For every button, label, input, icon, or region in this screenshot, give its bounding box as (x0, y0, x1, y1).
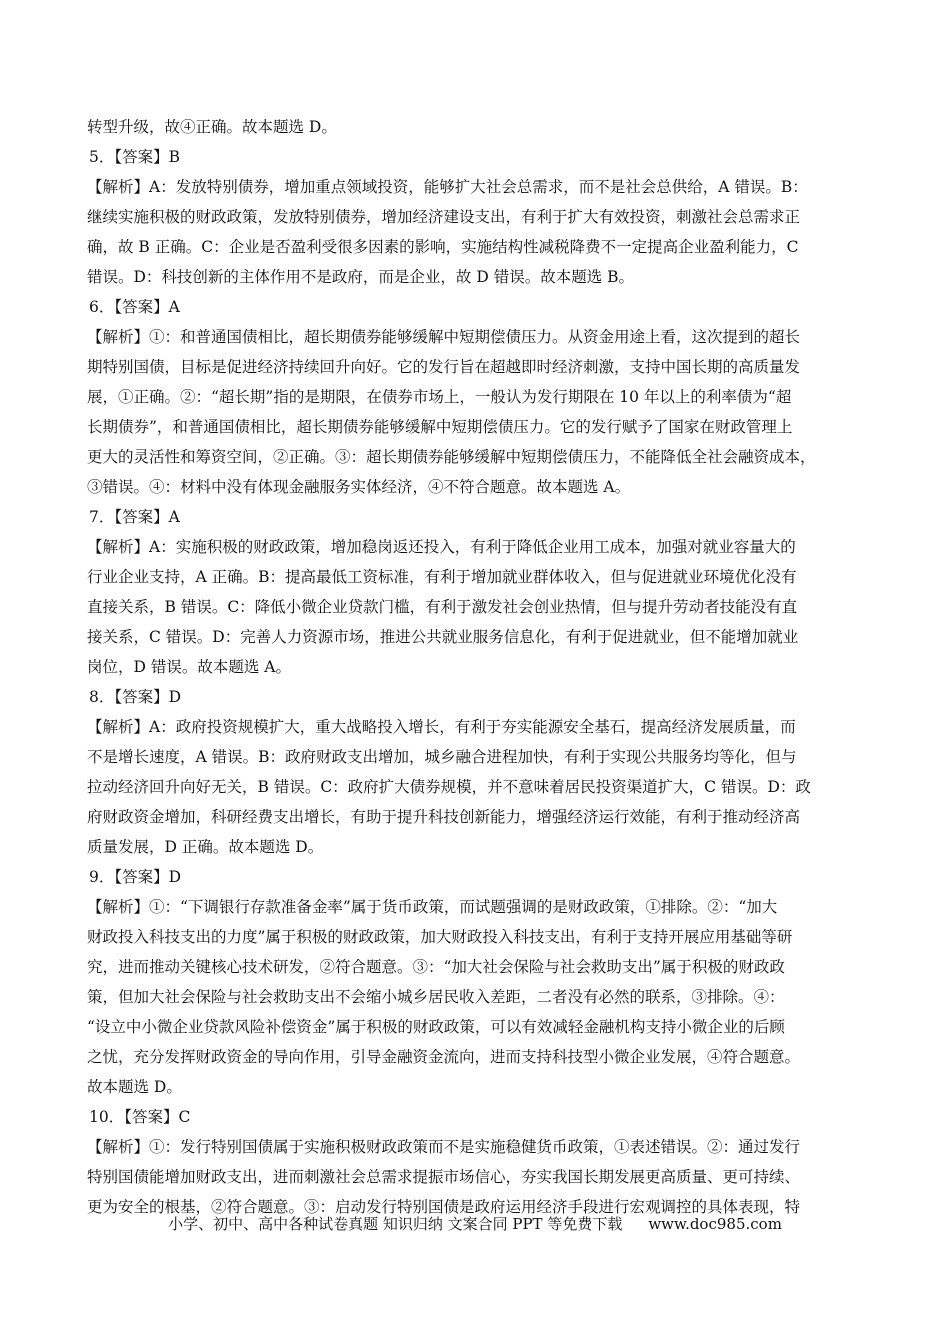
text-line: 财政投入科技支出的力度”属于积极的财政政策，加大财政投入科技支出，有利于支持开展应用基础等研 (87, 928, 793, 946)
text-line: 更大的灵活性和筹资空间，②正确。③：超长期债券能够缓解中短期偿债压力，不能降低全社会融资成本， (87, 448, 816, 466)
answer-line-q6: 6．【答案】A (89, 298, 180, 316)
footer-text: 小学、初中、高中各种试卷真题 知识归纳 文案合同 PPT 等免费下载 (168, 1215, 623, 1233)
text-line: 转型升级，故④正确。故本题选 D。 (87, 118, 337, 136)
text-line: 【解析】①：“下调银行存款准备金率”属于货币政策，而试题强调的是财政政策，①排除。②：“加大 (87, 898, 778, 916)
text-line: 错误。D：科技创新的主体作用不是政府，而是企业，故 D 错误。故本题选 B。 (87, 268, 635, 286)
answer-line-q8: 8．【答案】D (89, 688, 182, 706)
text-line: 策，但加大社会保险与社会救助支出不会缩小城乡居民收入差距，二者没有必然的联系，③排除。④： (87, 988, 785, 1006)
answer-line-q9: 9．【答案】D (89, 868, 182, 886)
text-line: 接关系，C 错误。D：完善人力资源市场，推进公共就业服务信息化，有利于促进就业，但不能增加就业 (87, 628, 799, 646)
text-line: 岗位，D 错误。故本题选 A。 (87, 658, 291, 676)
text-line: 继续实施积极的财政政策，发放特别债券，增加经济建设支出，有利于扩大有效投资，刺激社会总需求正 (87, 208, 801, 226)
text-line: 直接关系，B 错误。C：降低小微企业贷款门槛，有利于激发社会创业热情，但与提升劳动者技能没有直 (87, 598, 798, 616)
text-line: 质量发展，D 正确。故本题选 D。 (87, 838, 324, 856)
text-line: 【解析】A：发放特别债券，增加重点领域投资，能够扩大社会总需求，而不是社会总供给，A 错误。B： (87, 178, 808, 196)
text-line: 之忧，充分发挥财政资金的导向作用，引导金融资金流向，进而支持科技型小微企业发展，④符合题意。 (87, 1048, 801, 1066)
text-line: 长期债券”，和普通国债相比，超长期债券能够缓解中短期偿债压力。它的发行赋予了国家在财政管理上 (87, 418, 793, 436)
text-line: 展，①正确。②：“超长期”指的是期限，在债券市场上，一般认为发行期限在 10 年以上的利率债为“超 (87, 388, 792, 406)
text-line: 不是增长速度，A 错误。B：政府财政支出增加，城乡融合进程加快，有利于实现公共服务均等化，但与 (87, 748, 797, 766)
footer-url[interactable]: www.doc985.com (648, 1215, 782, 1233)
text-line: 期特别国债，目标是促进经济持续回升向好。它的发行旨在超越即时经济刺激，支持中国长期的高质量发 (87, 358, 801, 376)
text-line: 行业企业支持，A 正确。B：提高最低工资标准，有利于增加就业群体收入，但与促进就业环境优化没有 (87, 568, 797, 586)
answer-line-q10: 10．【答案】C (89, 1108, 191, 1126)
text-line: 故本题选 D。 (87, 1078, 182, 1096)
document-body (87, 112, 865, 1222)
text-line: 确，故 B 正确。C：企业是否盈利受很多因素的影响，实施结构性减税降费不一定提高企业盈利能力，C (87, 238, 799, 256)
text-line: 特别国债能增加财政支出，进而刺激社会总需求提振市场信心，夯实我国长期发展更高质量、更可持续、 (87, 1168, 801, 1186)
text-line: 【解析】①：和普通国债相比，超长期债券能够缓解中短期偿债压力。从资金用途上看，这次提到的超长 (87, 328, 801, 346)
text-line: 府财政资金增加，科研经费支出增长，有助于提升科技创新能力，增强经济运行效能，有利于推动经济高 (87, 808, 801, 826)
answer-line-q7: 7．【答案】A (89, 508, 180, 526)
text-line: 拉动经济回升向好无关，B 错误。C：政府扩大债券规模，并不意味着居民投资渠道扩大，C 错误。D：政 (87, 778, 811, 796)
page-footer (0, 1212, 950, 1236)
text-line: 究，进而推动关键核心技术研发，②符合题意。③：“加大社会保险与社会救助支出”属于积极的财政政 (87, 958, 785, 976)
text-line: 【解析】A：政府投资规模扩大，重大战略投入增长，有利于夯实能源安全基石，提高经济发展质量，而 (87, 718, 796, 736)
text-line: 【解析】①：发行特别国债属于实施积极财政政策而不是实施稳健货币政策，①表述错误。②：通过发行 (87, 1138, 801, 1156)
text-line: 更为安全的根基，②符合题意。③：启动发行特别国债是政府运用经济手段进行宏观调控的具体表现，特 (87, 1198, 801, 1216)
text-line: ③错误。④：材料中没有体现金融服务实体经济，④不符合题意。故本题选 A。 (87, 478, 631, 496)
answer-line-q5: 5．【答案】B (89, 148, 181, 166)
text-line: “设立中小微企业贷款风险补偿资金”属于积极的财政政策，可以有效减轻金融机构支持小微企业的后顾 (87, 1018, 785, 1036)
text-line: 【解析】A：实施积极的财政政策，增加稳岗返还投入，有利于降低企业用工成本，加强对就业容量大的 (87, 538, 796, 556)
